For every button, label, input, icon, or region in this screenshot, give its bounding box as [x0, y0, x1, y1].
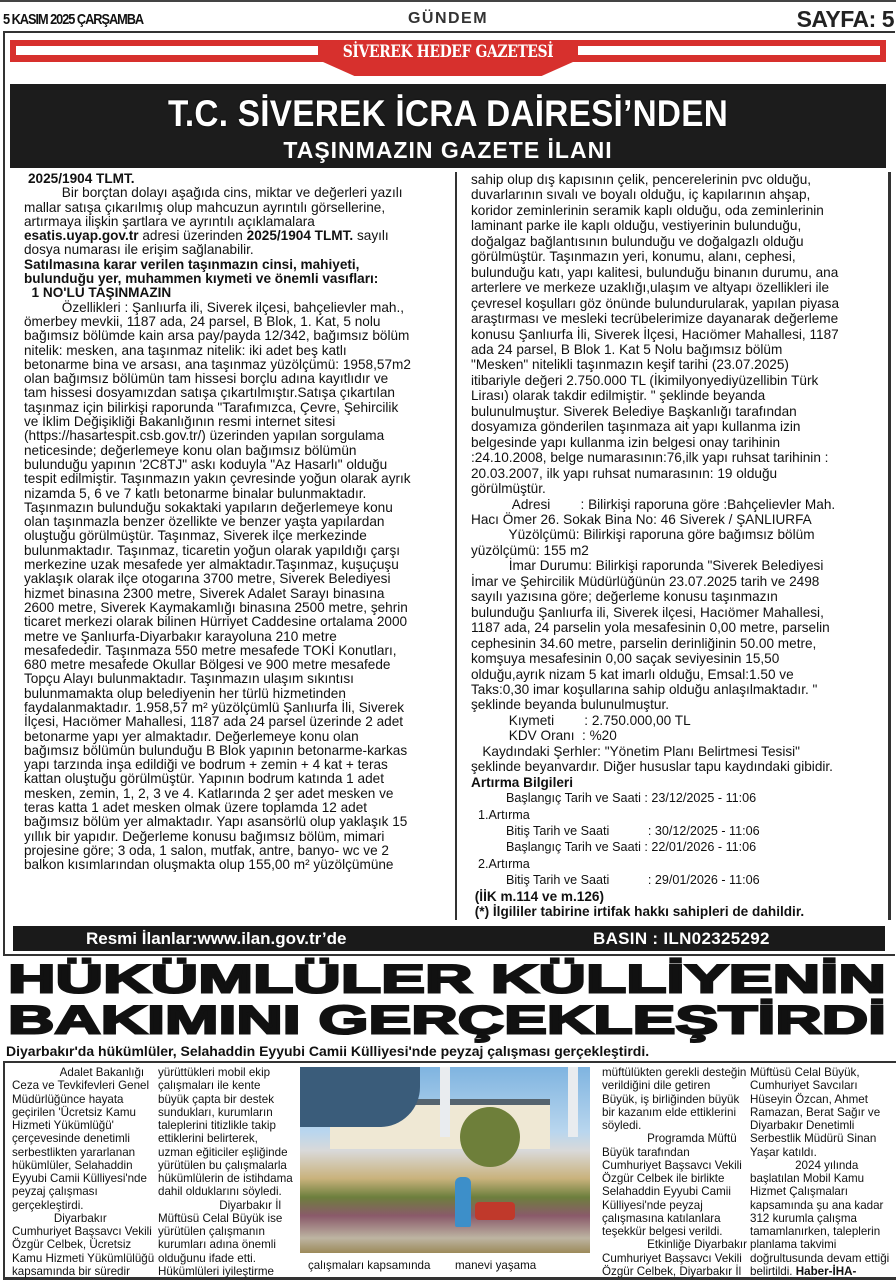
notice-left-column — [24, 172, 452, 873]
minaret — [568, 1067, 578, 1137]
legal-note: (*) İlgililer tabirine irtifak hakkı sahipleri de dahildir. — [471, 904, 805, 920]
minaret — [440, 1067, 450, 1137]
mosque-dome — [300, 1067, 420, 1127]
press-code: BASIN : ILN02325292 — [593, 929, 770, 948]
notice-subtitle: TAŞINMAZIN GAZETE İLANI — [283, 137, 613, 163]
article-column-4-text: Müftüsü Celal Büyük, Cumhuriyet Savcıları Hüseyin Özcan, Ahmet Ramazan, Berat Sağır ve Diyarbakır Denetimli Serbestlik Müdürü Sinan Yaşar katıldı. 2024 yılında başlatılan Mobil Kamu Hizmet Çalışmaları kapsamında şu ana kadar 312 kurumla çalışma tamamlanırken, taleplerin planlama takvimi doğrultusunda devam ettiği belirtildi. — [750, 1066, 890, 1278]
article-column-3: müftülükten gerekli desteğin verildiğini dile getiren Büyük, iş birliğinden büyük bir kazanım elde ettiklerini söyledi. Programda Müftü Büyük tarafından Cumhuriyet Başsavcı Vekili Özgür Celbek ile birlikte Selahaddin Eyyubi Camii Külliyesi'nde peyzaj çalışmasına katılanlara teşekkür belgesi verildi. Etkinliğe Diyarbakır Cumhuriyet Başsavcı Vekili Özgür Celbek, Diyarbakır İl — [602, 1066, 747, 1278]
file-number-inline: 2025/1904 TLMT. — [246, 228, 354, 244]
property-heading: 1 NO'LU TAŞINMAZIN — [24, 285, 172, 301]
issue-date: 5 KASIM 2025 ÇARŞAMBA — [3, 11, 144, 28]
legal-reference: (İİK m.114 ve m.126) — [471, 888, 604, 904]
official-ads-link[interactable]: Resmi İlanlar:www.ilan.gov.tr’de — [86, 929, 347, 948]
newspaper-name: SİVEREK HEDEF GAZETESİ — [342, 42, 554, 62]
intro-text-end: sayılı dosya numarası ile erişim sağlanabilir. — [24, 228, 389, 258]
page-number: SAYFA: 5 — [796, 6, 894, 32]
intro-text-mid: adresi üzerinden — [138, 228, 247, 244]
auction-dates: Başlangıç Tarih ve Saati : 23/12/2025 - 11:06 1.Artırma Bitiş Tarih ve Saati : 30/12/2025 - 11:06 Başlangıç Tarih ve Saati : 22/01/2026 - 11:06 2.Artırma Bitiş Tarih ve Saati : 29/01/2026 - 11:06 — [477, 791, 760, 888]
photo-caption-2: manevi yaşama — [455, 1259, 537, 1272]
section-name: GÜNDEM — [407, 10, 489, 27]
tree — [460, 1107, 520, 1167]
auction-heading: Artırma Bilgileri — [471, 774, 573, 790]
section-heading: Satılmasına karar verilen taşınmazın cinsi, mahiyeti, bulunduğu yer, muhammen kıymeti ve önemli vasıfları: — [24, 256, 379, 287]
lawn-mower — [475, 1202, 515, 1220]
article-photo — [300, 1067, 590, 1253]
article-headline-line2: BAKIMINI GERÇEKLEŞTİRDİ — [8, 997, 887, 1043]
notice-title-box — [10, 84, 886, 168]
news-credit: Haber-İHA- — [795, 1264, 857, 1278]
property-description-cont: sahip olup dış kapısının çelik, pencerelerinin pvc olduğu, duvarlarının sıvalı ve boyalı olduğu, iç kapılarının ahşap, koridor zeminlerinin seramik kaplı olduğu, oda zeminlerinin laminant parke ile kaplı olduğu, vestiyerinin bulunduğu, doğalgaz bağlantısının bulunduğu ve doğalgazlı olduğu görülmüştür. Taşınmazın yeri, konumu, alanı, cephesi, bulunduğu katı, yapı kalitesi, bulunduğu binanın durumu, ana arterlere ve merkeze uzaklığı,ulaşım ve altyapı özellikleri ile çevresel koşulları göz önünde bulundurularak, yapılan piyasa araştırması ve mesleki tecrübelerimize dayanarak değerleme konusu Şanlıurfa İli, Siverek İlçesi, Hacıömer Mahallesi, 1187 ada 24 parsel, B Blok 1. Kat 5 Nolu bağımsız bölüm "Mesken" nitelikli taşınmazın keşif tarihi (23.07.2025) itibariyle değeri 2.750.000 TL (İkimilyonyediyüzellibin Türk Lirası) olarak takdir edilmiştir. " şeklinde beyanda bulunulmuştur. Siverek Belediye Başkanlığı tarafından dosyamıza gönderilen taşınmaza ait yapı kullanma izin belgesinde yapı kullanma izin belgesi onay tarihinin :24.10.2008, belge numarasının:76,ilk yapı ruhsat tarihinin : 20.03.2007, ilk yapı ruhsat numarasının: 19 olduğu görülmüştür. Adresi : Bilirkişi raporuna göre :Bahçelievler Mah. Hacı Ömer 26. Sokak Bina No: 46 Siverek / ŞANLIURFA Yüzölçümü: Bilirkişi raporuna göre bağımsız bölüm yüzölçümü: 155 m2 İmar Durumu: Bilirkişi raporunda "Siverek Belediyesi İmar ve Şehircilik Müdürlüğünün 23.07.2025 tarih ve 2498 sayılı yazısına göre; değerleme konusu taşınmazın bulunduğu Şanlıurfa ili, Siverek ilçesi, Hacıömer Mahallesi, 1187 ada, 24 parselin yola mesafesinin 0,00 metre, parselin cephesinin 34.60 metre, parselin derinliğinin 50.00 metre, komşuya mesafesinin 0,00 saçak seviyesinin 15,50 olduğu,ayrık nizam 5 kat imarlı olduğu, Emsal:1.50 ve Taks:0,30 imar koşullarına sahip olduğu anlaşılmaktadır. " şeklinde beyanda bulunulmuştur. Kıymeti : 2.750.000,00 TL KDV Oranı : %20 Kaydındaki Şerhler: "Yönetim Planı Belirtmesi Tesisi" şeklinde beyanvardır. Diğer hususlar tapu kaydındaki gibidir. — [471, 172, 840, 775]
notice-right-column — [471, 172, 889, 920]
worker-figure — [455, 1177, 471, 1227]
file-number: 2025/1904 TLMT. — [28, 172, 135, 186]
property-description: Özellikleri : Şanlıurfa ili, Siverek ilçesi, bahçelievler mah., ömerbey mevkii, 1187 ada, 24 parsel, B Blok, 1. Kat, 5 nolu bağımsız bölümde kain arsa pay/payda 12/342, bağımsız bölüm nitelik: mesken, ana taşınmaz nitelik: iki adet beş katlı betonarme bina ve arsası, ana taşınmaz yüzölçümü: 1958,57m2 olan bağımsız bölümün tam hissesi borçlu adına kayıtlıdır ve tam hissesi dosyamızdan satışa çıkartılmıştır.Satışa çıkartılan taşınmaz için bilirkişi raporunda "Tarafımızca, Çevre, Şehircilik ve İklim Değişikliği Bakanlığının resmi internet sitesi (https://hasartespit.csb.gov.tr/) üzerinden yapılan sorgulama neticesinde; değerlemeye konu olan bağımsız bölümün bulunduğu yapının '2C8TJ" askı koduyla "Az Hasarlı" olduğu tespit edilmiştir. Taşınmazın yakın çevresinde yoğun olarak ayrık nizamda 5, 6 ve 7 katlı betonarme binalar bulunmaktadır. Taşınmazın bulunduğu sokaktaki yapıların değerlemeye konu olan taşınmazla benzer özellikte ve benzer yaşta yapılardan oluştuğu görülmüştür. Taşınmaz, Siverek ilçe merkezinde bulunmaktadır. Taşınmaz, ticaretin yoğun olarak yapıldığı çarşı merkezine uzak mesafede yer almaktadır.Taşınmaz, kuşuçuşu yaklaşık olarak ilçe otogarına 3700 metre, Siverek Belediyesi hizmet binasına 2300 metre, Siverek Adalet Sarayı binasına 2600 metre, Siverek Kaymakamlığı binasına 2500 metre, şehrin ticaret merkezi olarak bilinen Hürriyet Caddesine ortalama 2000 metre ve Şanlıurfa-Diyarbakır karayoluna 210 metre mesafededir. Taşınmaza 550 metre mesafede TOKİ Konutları, 680 metre mesafede Okullar Bölgesi ve 900 metre mesafede Topçu Alayı bulunmaktadır. Taşınmazın ulaşım sıkıntısı bulunmamakta olup belediyenin her türlü hizmetinden faydalanmaktadır. 1.958,57 m² yüzölçümlü Şanlıurfa İli, Siverek İlçesi, Hacıömer Mahallesi, 1187 ada 24 parsel üzerinde 2 adet betonarme yapı yer almaktadır. Değerlemeye konu olan bağımsız bölümün bulunduğu B Blok yapının betonarme-karkas yapı tarzında inşa edildiği ve bodrum + zemin + 4 kat + teras kattan oluştuğu görülmüştür. Yapının bodrum katında 1 adet mesken, zemin, 1, 2, 3 ve 4. Katlarında 2 şer adet mesken ve teras katta 1 adet mesken olmak üzere toplamda 12 adet bağımsız bölüm yer almaktadır. Yapı asansörlü olup yaklaşık 15 yıllık bir yapıdır. Değerleme konusu bağımsız bölüm, mimari projesine göre; 3 oda, 1 salon, mutfak, antre, banyo- wc ve 2 balkon kısımlarından oluşmakta olup 155,00 m² yüzölçümüne — [24, 299, 411, 873]
article-column-2: yürüttükleri mobil ekip çalışmaları ile kente büyük çapta bir destek sundukları, kurumların taleplerini titizlikle takip ettiklerini belirterek, uzman eğiticiler eşliğinde yürütülen bu çalışmalarla hükümlülerin de istihdama dahil olduklarını söyledi. Diyarbakır İl Müftüsü Celal Büyük ise yürütülen çalışmanın kurumları adına önemli olduğunu ifade etti. Hükümlüleri iyileştirme — [158, 1066, 293, 1278]
article-headline-line1: HÜKÜMLÜLER KÜLLİYENİN — [8, 956, 886, 1002]
article-subtitle: Diyarbakır'da hükümlüler, Selahaddin Eyyubi Camii Külliyesi'nde peyzaj çalışması gerçekleştirdi. — [6, 1043, 650, 1059]
article-column-1: Adalet Bakanlığı Ceza ve Tevkifevleri Genel Müdürlüğünce hayata geçirilen 'Ücretsiz Kamu Hizmeti Yükümlüğü' çerçevesinde denetimli serbestlikten yararlanan hükümlüler, Selahaddin Eyyubi Camii Külliyesi'nde peyzaj çalışması gerçekleştirdi. Diyarbakır Cumhuriyet Başsavcı Vekili Özgür Celbek, Ücretsiz Kamu Hizmeti Yükümlülüğü kapsamında bir süredir — [12, 1066, 155, 1278]
article-column-4 — [750, 1066, 892, 1278]
page-header — [0, 0, 896, 30]
official-ads-bar — [13, 926, 885, 951]
notice-title: T.C. SİVEREK İCRA DAİRESİ’NDEN — [167, 93, 729, 134]
intro-text: Bir borçtan dolayı aşağıda cins, miktar ve değerleri yazılı mallar satışa çıkarılmış olup mahcuzun ayrıntılı görsellerine, artırmaya ilişkin şartlara ve ayrıntılı açıklamalara — [24, 185, 403, 229]
photo-caption-1: çalışmaları kapsamında — [308, 1259, 431, 1272]
column-divider — [455, 172, 457, 920]
esatis-link: esatis.uyap.gov.tr — [24, 228, 139, 244]
